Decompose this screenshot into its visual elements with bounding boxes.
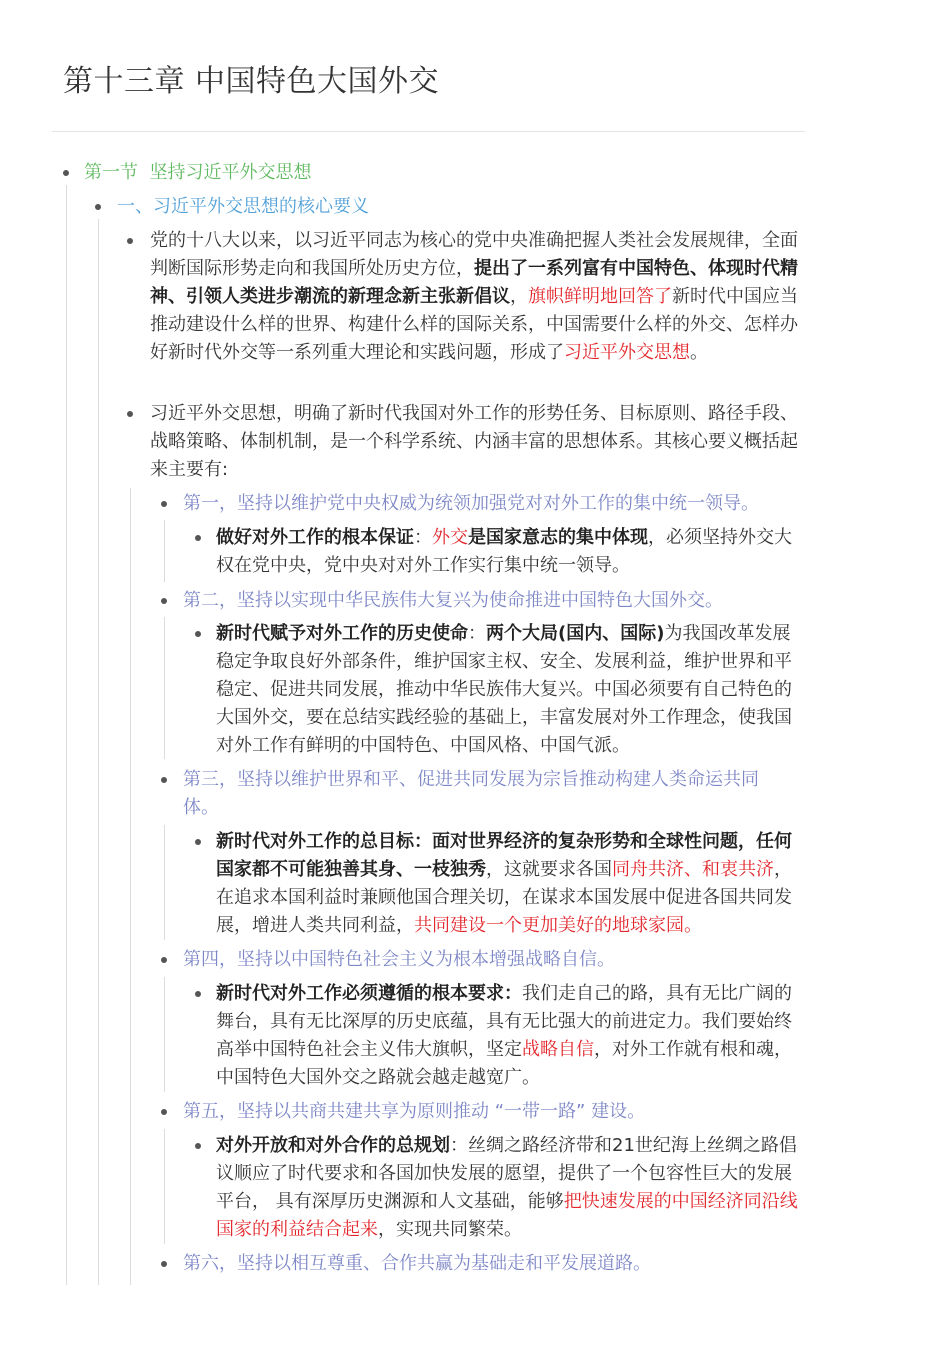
list-bullet [161,777,167,783]
indent-guide [164,520,165,582]
list-bullet [195,991,201,997]
list-bullet [195,631,201,637]
list-bullet [95,204,101,210]
point-2-heading: 第二，坚持以实现中华民族伟大复兴为使命推进中国特色大国外交。 [183,590,723,611]
text-run: ，在追求本国利益时兼顾他国合理关切，在谋求本国发展中促进各国共同发展，增进人类共同利益， [216,859,792,936]
text-run: ，实现共同繁荣。 [378,1219,522,1240]
list-bullet [195,1143,201,1149]
point-1-heading: 第一，坚持以维护党中央权威为统领加强党对对外工作的集中统一领导。 [183,493,759,514]
list-bullet [161,1261,167,1267]
text-run: 。 [690,342,708,363]
list-bullet [161,598,167,604]
point-5-detail [216,1132,806,1244]
indent-guide [66,185,67,1285]
list-bullet [63,170,69,176]
text-run: 旗帜鲜明地回答了 [528,286,672,307]
text-run: 共同建设一个更加美好的地球家园。 [414,915,702,936]
text-run: 新时代对外工作必须遵循的根本要求： [216,983,522,1004]
point-6-heading: 第六，坚持以相互尊重、合作共赢为基础走和平发展道路。 [183,1253,651,1274]
point-3-detail [216,828,806,940]
list-bullet [195,535,201,541]
indent-guide [98,219,99,1285]
list-bullet [195,839,201,845]
intro-paragraph-2 [150,400,806,484]
text-run: ： [468,623,486,644]
indent-guide [164,617,165,759]
indent-guide [130,488,131,1285]
indent-guide [164,1129,165,1244]
text-run: 习近平外交思想 [564,342,690,363]
indent-guide [164,977,165,1092]
text-run: 同舟共济、和衷共济 [612,859,774,880]
text-run: 党的十八大以来，以习近平同志为核心的党中央准确把握人类社会发展规律，全面判断国际形势走向和我国所处历史方位， [150,230,798,279]
chapter-title: 第十三章 中国特色大国外交 [63,64,440,99]
text-run: 做好对外工作的根本保证 [216,527,414,548]
text-run: 对外开放和对外合作的总规划 [216,1135,450,1156]
list-bullet [127,411,133,417]
point-5-heading: 第五，坚持以共商共建共享为原则推动 “一带一路” 建设。 [183,1101,646,1122]
point-2-detail [216,620,806,760]
text-run: 把快速发展的中国经济同沿线国家的利益结合起来 [216,1191,798,1240]
text-run: 新时代赋予对外工作的历史使命 [216,623,468,644]
text-run: ：丝绸之路经济带和21世纪海上丝绸之路倡议顺应了时代要求和各国加快发展的愿望，提供了一个包容性巨大的发展平台， 具有深厚历史渊源和人文基础，能够 [216,1135,797,1212]
text-run: ，对外工作就有根和魂，中国特色大国外交之路就会越走越宽广。 [216,1039,792,1088]
text-run: 提出了一系列富有中国特色、体现时代精神、引领人类进步潮流的新理念新主张新倡议 [150,258,798,307]
point-1-detail [216,524,806,580]
subsection-heading: 一、习近平外交思想的核心要义 [117,196,369,217]
intro-paragraph-1 [150,227,806,367]
point-3-heading: 第三，坚持以维护世界和平、促进共同发展为宗旨推动构建人类命运共同体。 [183,769,759,818]
text-run: 为我国改革发展稳定争取良好外部条件，维护国家主权、安全、发展利益，维护世界和平稳定、促进共同发展，推动中华民族伟大复兴。中国必须要有自己特色的大国外交，要在总结实践经验的基础上，丰富发展对外工作理念，使我国对外工作有鲜明的中国特色、中国风格、中国气派。 [216,623,792,756]
indent-guide [164,825,165,940]
text-run: 两个大局(国内、国际) [486,623,665,644]
text-run: ，这就要求各国 [486,859,612,880]
point-4-heading: 第四，坚持以中国特色社会主义为根本增强战略自信。 [183,949,615,970]
text-run: 是国家意志的集中体现 [468,527,648,548]
list-bullet [127,238,133,244]
text-run: 战略自信 [522,1039,594,1060]
text-run: 新时代对外工作的总目标：面对世界经济的复杂形势和全球性问题，任何国家都不可能独善其身、一枝独秀 [216,831,792,880]
text-run: 我们走自己的路，具有无比广阔的舞台，具有无比深厚的历史底蕴，具有无比强大的前进定力。我们要始终高举中国特色社会主义伟大旗帜，坚定 [216,983,792,1060]
section-heading: 第一节 坚持习近平外交思想 [84,162,312,183]
title-divider [52,131,805,132]
text-run: 外交 [432,527,468,548]
text-run: 新时代中国应当推动建设什么样的世界、构建什么样的国际关系，中国需要什么样的外交、怎样办好新时代外交等一系列重大理论和实践问题，形成了 [150,286,798,363]
text-run: ，必须坚持外交大权在党中央，党中央对对外工作实行集中统一领导。 [216,527,792,576]
text-run: 习近平外交思想，明确了新时代我国对外工作的形势任务、目标原则、路径手段、战略策略、体制机制，是一个科学系统、内涵丰富的思想体系。其核心要义概括起来主要有: [150,403,798,480]
list-bullet [161,501,167,507]
list-bullet [161,1109,167,1115]
text-run: ： [414,527,432,548]
point-4-detail [216,980,806,1092]
text-run: ， [510,286,528,307]
list-bullet [161,957,167,963]
